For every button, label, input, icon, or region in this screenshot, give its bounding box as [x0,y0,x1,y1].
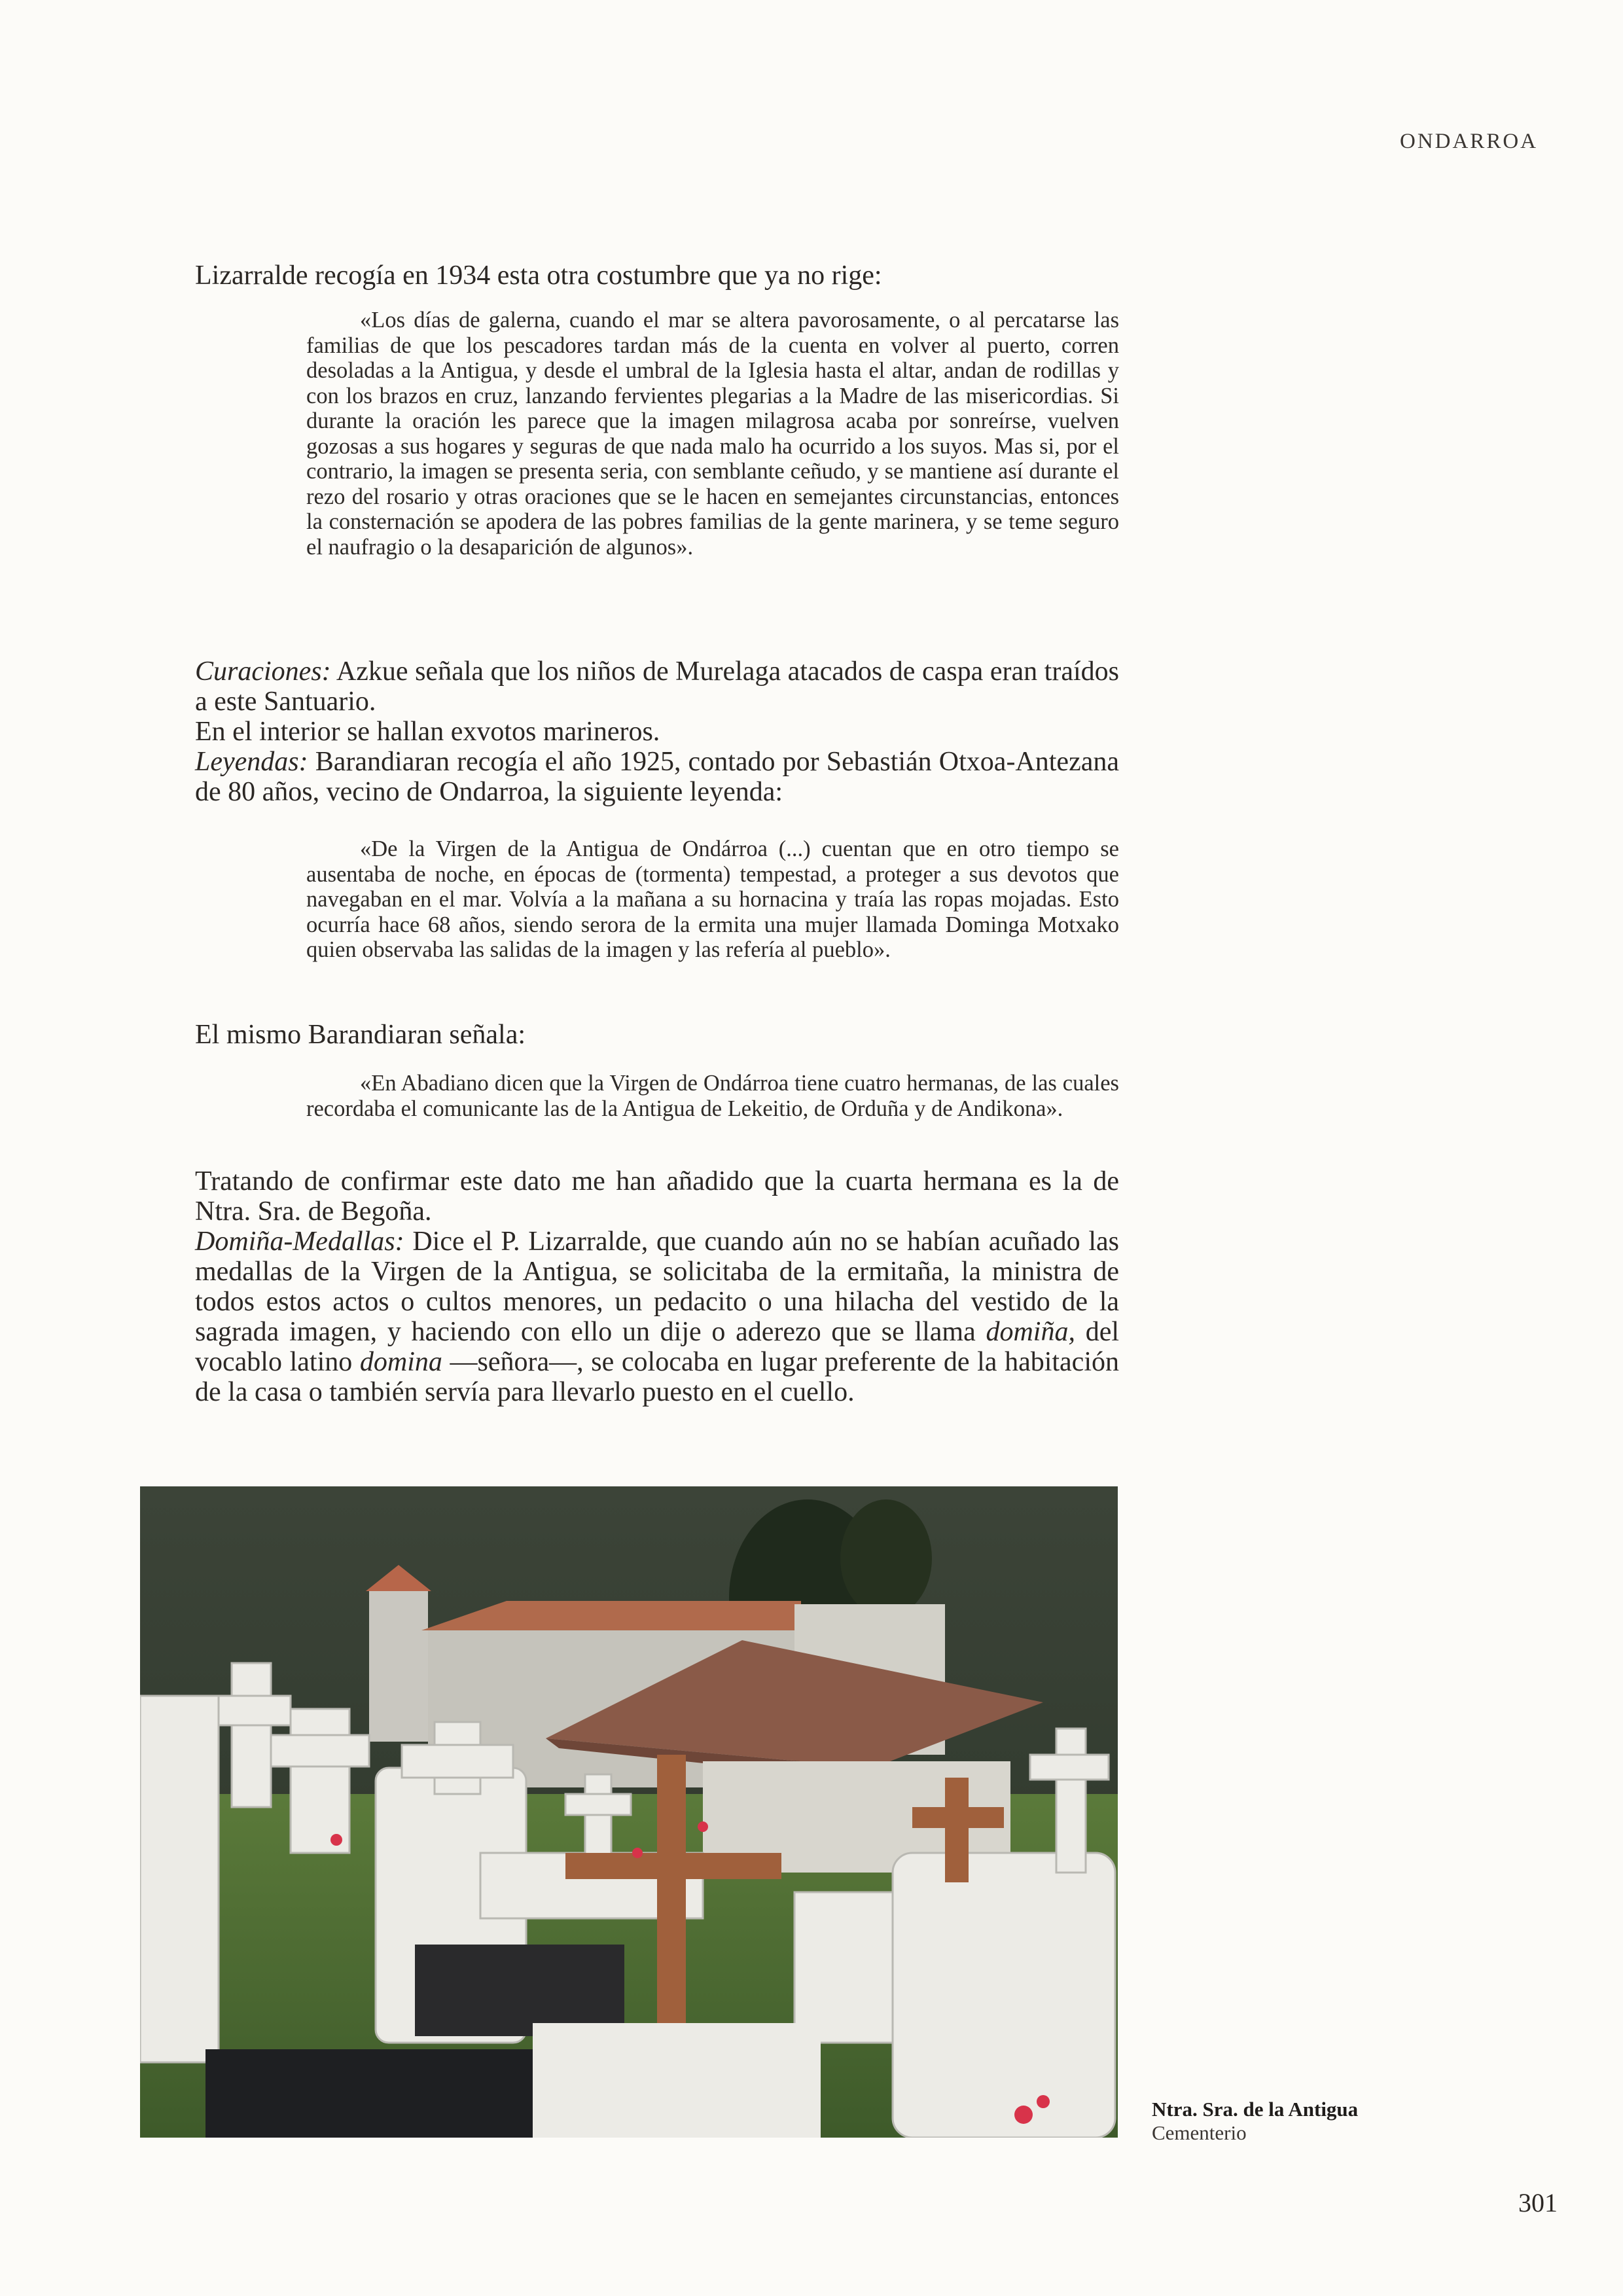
paragraph-leyendas [195,747,1119,807]
text-domina-b: del vocablo latino [195,1317,1120,1377]
term-domina-latin: domina [359,1347,442,1377]
text-domina-c: —señora—, se colocaba en lugar preferente de la habitación de la casa o también servía para llevarlo puesto en el cuello. [195,1347,1119,1407]
running-head: ONDARROA [1399,130,1538,153]
text-domina-a: Dice el P. Lizarralde, que cuando aún no se habían acuñado las medallas de la Virgen de la Antigua, se solicitaba de la ermitaña, la ministra de todos estos actos o cultos menores, un pedacito o una hilacha del vestido de la sagrada imagen, y haciendo con ello un dije o aderezo que se llama [195,1227,1119,1347]
quote-leyenda [306,836,1119,963]
label-domina: Domiña-Medallas: [195,1227,404,1257]
text-leyendas: Barandiaran recogía el año 1925, contado por Sebastián Otxoa-Antezana de 80 años, vecino de Ondarroa, la siguiente leyenda: [195,747,1119,807]
quote-hermanas-text: «En Abadiano dicen que la Virgen de Ondárroa tiene cuatro hermanas, de las cuales recordaba el comunicante las de la Antigua de Lekeitio, de Orduña y de Andikona». [306,1071,1119,1121]
label-leyendas: Leyendas: [195,747,308,777]
paragraph-domina [195,1227,1119,1407]
paragraph-curaciones [195,656,1119,717]
paragraph-exvotos: En el interior se hallan exvotos marineros. [195,717,660,747]
cemetery-photo [140,1486,1118,2138]
quote-galerna-text: «Los días de galerna, cuando el mar se altera pavorosamente, o al percatarse las familias de que los pescadores tardan más de la cuenta en volver al puerto, corren desoladas a la Antigua, y desde el umbral de la Iglesia hasta el altar, andan de rodillas y con los brazos en cruz, lanzando fervientes plegarias a la Madre de las misericordias. Si durante la oración les parece que la imagen milagrosa acaba por sonreírse, vuelven gozosas a sus hogares y seguras de que nada malo ha ocurrido a los suyos. Mas si, por el contrario, la imagen se presenta seria, con semblante ceñudo, y se mantiene así durante el rezo del rosario y otras oraciones que se le hacen en semejantes circunstancias, entonces la consternación se apodera de las pobres familias de la gente marinera, y se teme seguro el naufragio o la desaparición de algunos». [306,308,1119,560]
label-curaciones: Curaciones: [195,656,331,687]
paragraph-lizarralde: Lizarralde recogía en 1934 esta otra costumbre que ya no rige: [195,260,882,291]
body-block-1 [195,656,1119,807]
quote-leyenda-text: «De la Virgen de la Antigua de Ondárroa (...) cuentan que en otro tiempo se ausentaba de noche, en épocas de (tormenta) tempestad, a proteger a sus devotos que navegaban en el mar. Volvía a la mañana a su hornacina y traía las ropas mojadas. Esto ocurría hace 68 años, siendo serora de la ermita una mujer llamada Dominga Motxako quien observaba las salidas de la imagen y las refería al pueblo». [306,836,1119,962]
page-number: 301 [1518,2188,1558,2217]
text-curaciones: Azkue señala que los niños de Murelaga atacados de caspa eran traídos a este Santuario. [195,656,1119,717]
body-block-2 [195,1020,1119,1050]
body-block-3 [195,1166,1119,1407]
paragraph-begona: Tratando de confirmar este dato me han añadido que la cuarta hermana es la de Ntra. Sra. de Begoña. [195,1166,1119,1227]
caption-subtitle: Cementerio [1152,2121,1247,2144]
quote-galerna [306,308,1119,560]
quote-hermanas [306,1071,1119,1121]
term-domina: domiña, [986,1317,1075,1347]
caption-title: Ntra. Sra. de la Antigua [1152,2098,1359,2121]
intro-paragraph [195,260,1119,291]
paragraph-barandiaran: El mismo Barandiaran señala: [195,1020,526,1050]
